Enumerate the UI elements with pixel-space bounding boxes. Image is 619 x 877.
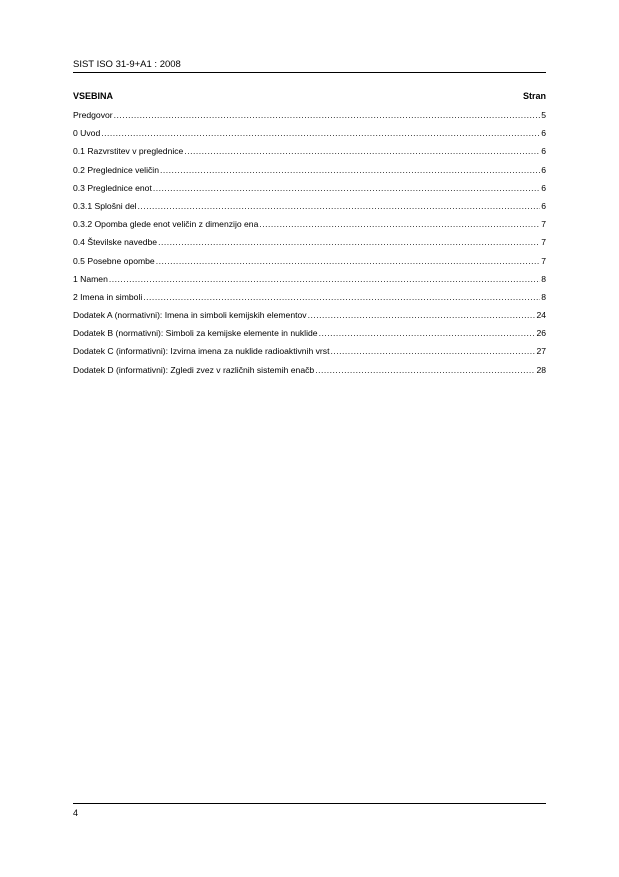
toc-leader [315, 365, 535, 375]
toc-leader [143, 292, 540, 302]
footer-divider [73, 803, 546, 804]
toc-entry-title: Dodatek D (informativni): Zgledi zvez v različnih sistemih enačb [73, 364, 315, 375]
toc-entry-page: 27 [536, 346, 546, 357]
toc-entry-title: 2 Imena in simboli [73, 291, 143, 302]
toc-leader [138, 201, 541, 211]
toc-entry[interactable] [73, 201, 546, 219]
toc-leader [259, 219, 540, 229]
toc-entry-page: 5 [541, 110, 546, 120]
toc-leader [101, 128, 540, 138]
toc-leader [184, 146, 540, 156]
toc-entry[interactable] [73, 110, 546, 128]
header-divider [73, 72, 546, 73]
toc-entry-title: Dodatek B (normativni): Simboli za kemijske elemente in nuklide [73, 328, 318, 339]
toc-entry[interactable] [73, 237, 546, 255]
toc-leader [319, 328, 536, 338]
toc-entry[interactable] [73, 346, 546, 364]
toc-leader [330, 346, 535, 356]
toc-entry-page: 26 [536, 328, 546, 339]
toc-entry-title: 0.3 Preglednice enot [73, 182, 152, 193]
toc-entry-title: Dodatek C (informativni): Izvirna imena za nuklide radioaktivnih vrst [73, 346, 330, 357]
toc-entry-title: 0.2 Preglednice veličin [73, 164, 159, 175]
toc-entry[interactable] [73, 219, 546, 237]
toc-leader [158, 237, 540, 247]
toc-entry-page: 7 [541, 237, 546, 248]
toc-title: VSEBINA [73, 91, 114, 101]
toc-entry[interactable] [73, 128, 546, 146]
toc-entry-title: 0.1 Razvrstitev v preglednice [73, 146, 184, 157]
toc-entry-page: 7 [541, 255, 546, 266]
toc-entry[interactable] [73, 183, 546, 201]
toc-entry-page: 7 [541, 219, 546, 230]
toc-entry[interactable] [73, 165, 546, 183]
toc-entry-page: 6 [541, 128, 546, 139]
toc-entry[interactable] [73, 328, 546, 346]
toc-page-heading: Stran [522, 91, 546, 101]
toc-entry-title: 0.3.1 Splošni del [73, 200, 137, 211]
page-number: 4 [73, 808, 79, 818]
toc-leader [153, 183, 540, 193]
toc-entry[interactable] [73, 146, 546, 164]
toc-entry-title: 0.3.2 Opomba glede enot veličin z dimenzijo ena [73, 219, 259, 230]
toc-entry-page: 8 [541, 291, 546, 302]
toc-entry[interactable] [73, 274, 546, 292]
toc-entry-title: 1 Namen [73, 273, 108, 284]
toc-entry[interactable] [73, 256, 546, 274]
toc-entry-page: 8 [541, 273, 546, 284]
toc-entry-title: Predgovor [73, 110, 113, 120]
toc-entry-title: Dodatek A (normativni): Imena in simboli kemijskih elementov [73, 310, 307, 321]
toc-leader [109, 274, 540, 284]
toc-entry-page: 6 [541, 200, 546, 211]
toc-entry[interactable] [73, 365, 546, 383]
toc-entry-title: 0.5 Posebne opombe [73, 255, 155, 266]
toc-entry-page: 28 [536, 364, 546, 375]
toc-leader [160, 165, 540, 175]
toc-entry-title: 0 Uvod [73, 128, 101, 139]
toc-heading-row [73, 91, 546, 101]
toc-leader [156, 256, 541, 266]
toc-leader [114, 110, 541, 120]
toc-entry[interactable] [73, 292, 546, 310]
toc-list [73, 110, 546, 383]
toc-leader [308, 310, 536, 320]
toc-entry-page: 6 [541, 182, 546, 193]
document-header: SIST ISO 31-9+A1 : 2008 [73, 59, 181, 70]
toc-entry-page: 6 [541, 146, 546, 157]
toc-entry-page: 24 [536, 310, 546, 321]
toc-entry-page: 6 [541, 164, 546, 175]
toc-entry[interactable] [73, 310, 546, 328]
toc-entry-title: 0.4 Številske navedbe [73, 237, 158, 248]
